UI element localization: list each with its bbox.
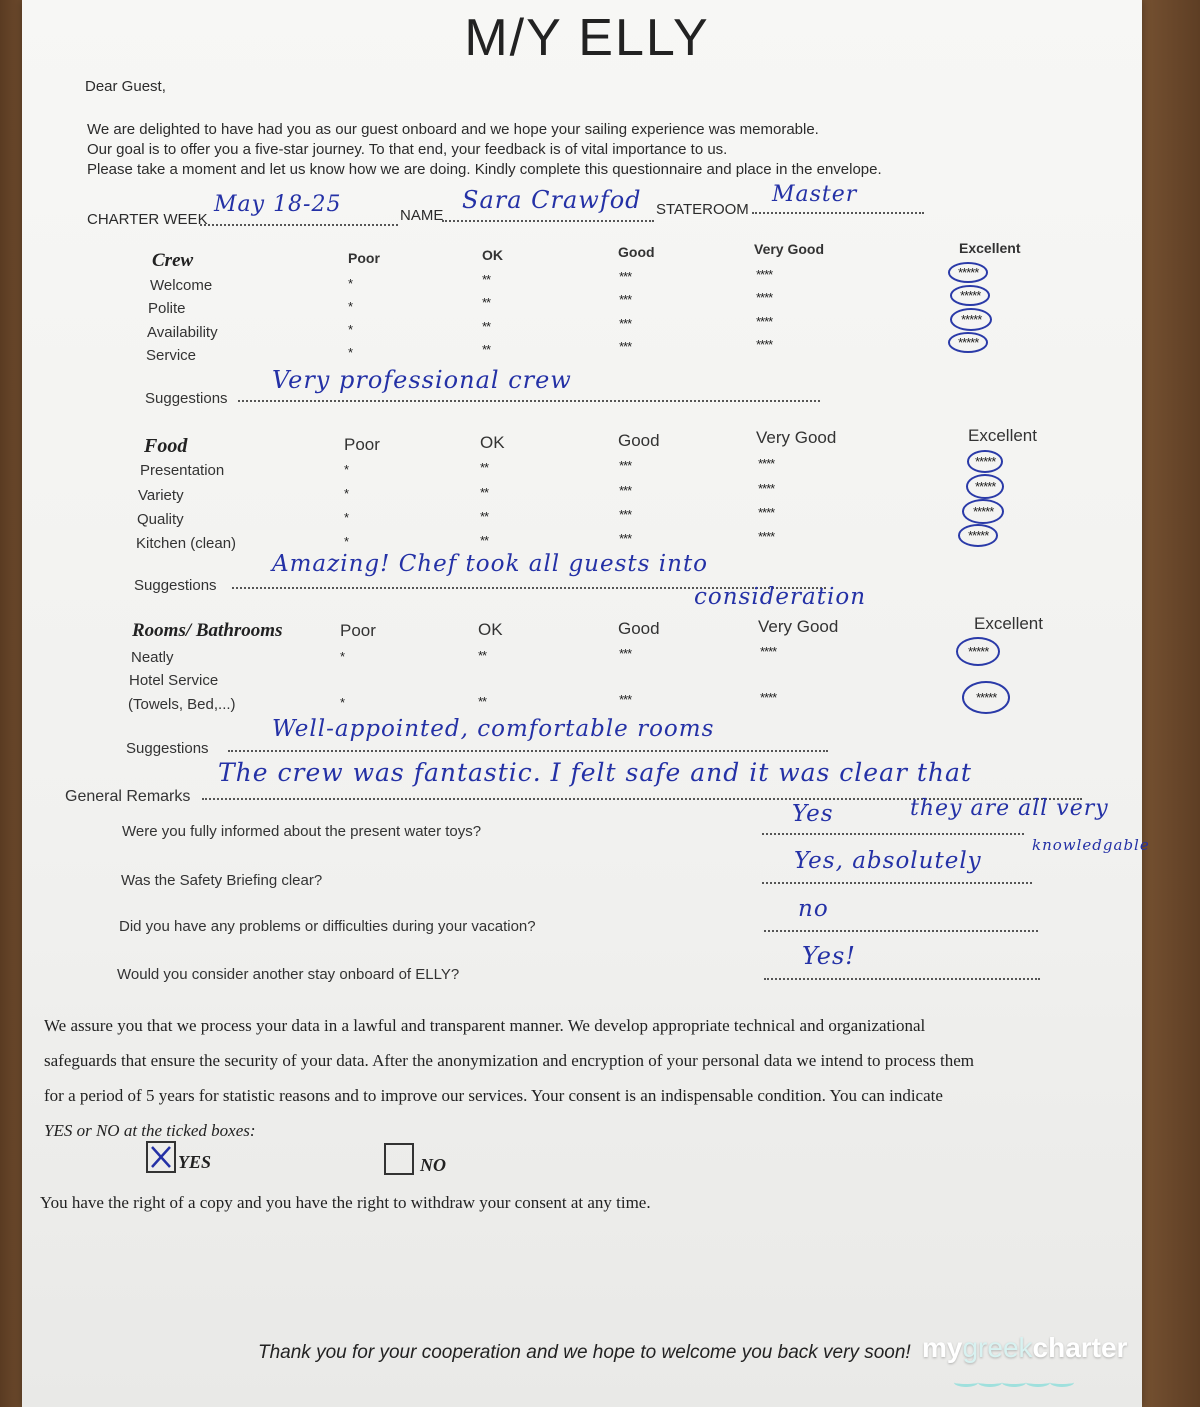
rating-option[interactable]: **** — [756, 267, 773, 282]
rating-option-selected[interactable]: ***** — [950, 285, 990, 306]
answer-value: Yes — [792, 801, 834, 827]
suggestions-label: Suggestions — [134, 577, 217, 594]
rating-option[interactable]: ** — [480, 460, 489, 475]
answer-field[interactable] — [764, 942, 1040, 980]
rating-option-selected[interactable]: ***** — [948, 262, 988, 283]
rating-option[interactable]: ** — [478, 648, 487, 663]
privacy-line: for a period of 5 years for statistic reasons and to improve our services. Your consent is an indispensable condition. You can indicate — [44, 1086, 943, 1105]
column-good: Good — [618, 619, 660, 638]
rating-option[interactable]: ** — [480, 485, 489, 500]
column-very-good: Very Good — [758, 617, 839, 636]
intro-line: Please take a moment and let us know how we are doing. Kindly complete this questionnaire and place in the envelope. — [87, 161, 882, 178]
rating-option[interactable]: *** — [619, 269, 632, 284]
rating-option[interactable]: *** — [619, 316, 632, 331]
section-title: Rooms/ Bathrooms — [132, 620, 283, 641]
column-poor: Poor — [348, 250, 380, 266]
rating-option-selected[interactable]: ***** — [948, 332, 988, 353]
rating-item: Service — [146, 347, 197, 364]
intro-line: We are delighted to have had you as our guest onboard and we hope your sailing experience was memorable. — [87, 121, 819, 138]
rating-option[interactable]: ** — [482, 319, 491, 334]
rating-option-selected[interactable]: ***** — [966, 474, 1004, 499]
rating-option[interactable]: **** — [760, 644, 777, 659]
charter-week-field[interactable] — [200, 192, 398, 226]
wave-icon — [954, 1362, 1127, 1394]
rating-option[interactable]: **** — [756, 337, 773, 352]
stateroom-label: STATEROOM — [656, 201, 749, 218]
watermark-part: charter — [1032, 1332, 1128, 1363]
question-problems: Did you have any problems or difficulties during your vacation? — [119, 918, 536, 935]
rating-option[interactable]: * — [344, 510, 349, 525]
feedback-form-sheet — [22, 0, 1150, 1407]
rating-option-selected[interactable]: ***** — [962, 499, 1004, 524]
check-mark-icon — [148, 1143, 174, 1171]
rating-item: Kitchen (clean) — [136, 535, 237, 552]
rating-option[interactable]: * — [344, 486, 349, 501]
question-safety-briefing: Was the Safety Briefing clear? — [121, 872, 323, 889]
answer-field[interactable] — [762, 848, 1032, 884]
suggestions-field[interactable] — [228, 716, 828, 752]
general-remarks-label: General Remarks — [65, 788, 191, 805]
greeting: Dear Guest, — [85, 78, 166, 95]
rating-option-selected[interactable]: ***** — [956, 637, 1000, 666]
answer-value: Yes, absolutely — [794, 848, 982, 874]
suggestions-value-continued: consideration — [694, 584, 867, 610]
privacy-text — [44, 1008, 1144, 1148]
rating-option[interactable]: *** — [619, 458, 632, 473]
answer-value: no — [798, 896, 829, 922]
suggestions-label: Suggestions — [145, 390, 228, 407]
column-very-good: Very Good — [756, 428, 837, 447]
mygreekcharter-watermark — [922, 1332, 1127, 1394]
privacy-line: safeguards that ensure the security of your data. After the anonymization and encryption of your personal data we intend to process them — [44, 1051, 974, 1070]
rating-option[interactable]: ** — [482, 272, 491, 287]
rating-option[interactable]: ** — [480, 533, 489, 548]
form-title: M/Y ELLY — [464, 9, 710, 67]
charter-week-label: CHARTER WEEK — [87, 211, 208, 228]
rating-option[interactable]: * — [344, 462, 349, 477]
rating-option[interactable]: **** — [760, 690, 777, 705]
rating-option[interactable]: *** — [619, 292, 632, 307]
rating-option[interactable]: **** — [758, 456, 775, 471]
general-remarks-continued: knowledgable — [1032, 836, 1150, 854]
column-poor: Poor — [344, 435, 380, 454]
section-title: Food — [144, 435, 188, 457]
rating-option[interactable]: **** — [758, 481, 775, 496]
rating-item: Polite — [148, 300, 186, 317]
privacy-line: YES or NO at the ticked boxes: — [44, 1121, 256, 1140]
rating-option[interactable]: * — [340, 695, 345, 710]
column-excellent: Excellent — [968, 426, 1037, 445]
column-ok: OK — [482, 247, 503, 263]
intro-line: Our goal is to offer you a five-star journey. To that end, your feedback is of vital importance to us. — [87, 141, 728, 158]
rating-option[interactable]: ** — [478, 694, 487, 709]
rating-option[interactable]: *** — [619, 339, 632, 354]
rating-option[interactable]: *** — [619, 531, 632, 546]
rating-option[interactable]: **** — [758, 505, 775, 520]
name-label: NAME — [400, 207, 444, 224]
section-title: Crew — [152, 250, 194, 271]
question-stay-again: Would you consider another stay onboard of ELLY? — [117, 966, 460, 983]
column-excellent: Excellent — [959, 240, 1021, 256]
rating-option[interactable]: **** — [758, 529, 775, 544]
watermark-part: my — [922, 1332, 963, 1363]
column-poor: Poor — [340, 621, 376, 640]
no-label: NO — [420, 1155, 446, 1175]
question-water-toys: Were you fully informed about the present water toys? — [122, 823, 482, 840]
rating-option[interactable]: ** — [482, 342, 491, 357]
suggestions-label: Suggestions — [126, 740, 209, 757]
rating-option-selected[interactable]: ***** — [967, 450, 1003, 473]
column-ok: OK — [480, 433, 505, 452]
rating-item: Presentation — [140, 462, 225, 479]
column-good: Good — [618, 244, 655, 260]
rating-option[interactable]: ** — [482, 295, 491, 310]
suggestions-value: Well-appointed, comfortable rooms — [272, 716, 715, 742]
answer-value: Yes! — [802, 942, 856, 970]
yes-checkbox[interactable] — [146, 1141, 176, 1173]
no-checkbox[interactable] — [384, 1143, 414, 1175]
general-remarks-value: The crew was fantastic. I felt safe and it was clear that — [218, 758, 972, 787]
general-remarks-continued: they are all very — [910, 796, 1109, 821]
rights-text: You have the right of a copy and you have the right to withdraw your consent at any time. — [40, 1193, 651, 1212]
rating-option[interactable]: *** — [619, 646, 632, 661]
rating-item: Quality — [137, 511, 184, 528]
stateroom-field[interactable] — [752, 182, 924, 214]
suggestions-value: Amazing! Chef took all guests into — [272, 551, 709, 577]
stateroom-value: Master — [772, 182, 858, 207]
rating-option[interactable]: * — [348, 345, 353, 360]
rating-item: Hotel Service — [129, 672, 219, 689]
answer-field[interactable] — [762, 801, 1024, 835]
rating-option[interactable]: * — [348, 276, 353, 291]
yes-label: YES — [178, 1152, 212, 1172]
column-very-good: Very Good — [754, 241, 825, 257]
rating-item: Welcome — [150, 277, 213, 294]
rating-option[interactable]: **** — [756, 314, 773, 329]
watermark-part: greek — [962, 1332, 1033, 1363]
privacy-line: We assure you that we process your data in a lawful and transparent manner. We develop appropriate technical and organizational — [44, 1016, 926, 1035]
thank-you-footer: Thank you for your cooperation and we hope to welcome you back very soon! — [258, 1342, 911, 1363]
rating-option[interactable]: * — [344, 534, 349, 549]
rating-option-selected[interactable]: ***** — [950, 308, 992, 331]
rating-item: (Towels, Bed,...) — [128, 696, 236, 713]
charter-week-value: May 18-25 — [214, 192, 342, 217]
rating-option[interactable]: ** — [480, 509, 489, 524]
rating-option-selected[interactable]: ***** — [958, 524, 998, 547]
rating-item: Availability — [147, 324, 218, 341]
name-field[interactable] — [442, 186, 654, 222]
rating-option[interactable]: *** — [619, 483, 632, 498]
column-ok: OK — [478, 620, 503, 639]
rating-option[interactable]: *** — [619, 507, 632, 522]
rating-option-selected[interactable]: ***** — [962, 681, 1010, 714]
rating-option[interactable]: **** — [756, 290, 773, 305]
answer-field[interactable] — [764, 896, 1038, 932]
rating-option[interactable]: * — [340, 649, 345, 664]
rating-option[interactable]: * — [348, 299, 353, 314]
rating-item: Variety — [138, 487, 184, 504]
name-value: Sara Crawfod — [462, 186, 642, 214]
rating-item: Neatly — [131, 649, 174, 666]
suggestions-value: Very professional crew — [272, 366, 572, 394]
column-excellent: Excellent — [974, 614, 1043, 633]
rating-option[interactable]: * — [348, 322, 353, 337]
column-good: Good — [618, 431, 660, 450]
suggestions-field[interactable] — [238, 366, 820, 402]
intro-text — [87, 120, 1087, 180]
rating-option[interactable]: *** — [619, 692, 632, 707]
